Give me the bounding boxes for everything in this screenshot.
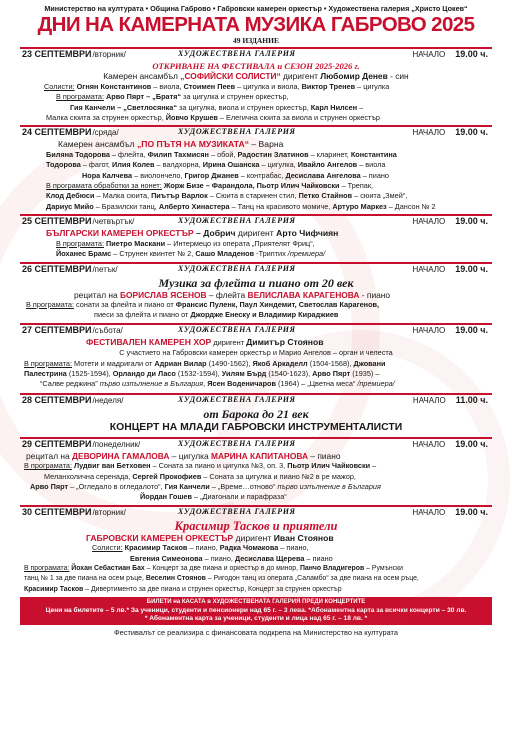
- sponsors-line: Министерство на културата • Община Габрово • Габровски камерен оркестър • Художествена галерия „Христо Цокев“: [44, 4, 468, 13]
- venue: ХУДОЖЕСТВЕНА ГАЛЕРИЯ: [178, 438, 296, 448]
- orchestra-line: БЪЛГАРСКИ КАМЕРЕН ОРКЕСТЪР – Добрич диригент Арто Чифчиян: [46, 228, 339, 239]
- concert-title: КОНЦЕРТ НА МЛАДИ ГАБРОВСКИ ИНСТРУМЕНТАЛИСТИ: [109, 421, 403, 433]
- day-23: [20, 47, 492, 123]
- opening-line: ОТКРИВАНЕ НА ФЕСТИВАЛА и СЕЗОН 2025-2026 г.: [152, 61, 360, 71]
- program-line-1: В програмата: Арво Пярт – „Братя“ за цигулка и струнен оркестър,: [56, 92, 289, 102]
- program-line-2: пиеси за флейта и пиано от Джордже Енеску и Владимир Кираджиев: [94, 310, 339, 320]
- ticket-info-box: [20, 597, 492, 625]
- program-line-3: Дариус Мийо – Бразилски танц, Алберто Хинастера – Танц на красивото момиче, Артуро Маркез – Дансон № 2: [46, 201, 436, 211]
- program-line-1: В програмата: Мотети и мадригали от Адриан Вилар (1490-1562), Якоб Аркаделл (1504-1568), Джовани: [24, 358, 386, 368]
- funding-note: Фестивалът се реализира с финансовата подкрепа на Министерство на културата: [114, 628, 398, 637]
- start-time: НАЧАЛО 19.00 ч.: [412, 438, 488, 449]
- venue: ХУДОЖЕСТВЕНА ГАЛЕРИЯ: [178, 216, 296, 226]
- program-line-2: Клод Дебюси – Малка сюита, Пиътър Варлок – Сюита в старинен стил, Петко Стайнов – сюита „Змей“,: [46, 191, 408, 201]
- concert-subtitle: от Барока до 21 век: [203, 406, 309, 421]
- program-line-2: Йоханес Брамс – Струнен квинтет № 2, Сашо Младенов -Триптих /премиера/: [56, 249, 326, 259]
- venue: ХУДОЖЕСТВЕНА ГАЛЕРИЯ: [178, 127, 296, 137]
- members-line-1: Биляна Тодорова – флейта, Филип Тахмисян – обой, Радостин Златинов – кларинет, Константина: [46, 149, 397, 159]
- start-time: НАЧАЛО 19.00 ч.: [412, 216, 488, 227]
- date: 26 СЕПТЕМВРИ: [22, 263, 92, 274]
- date: 27 СЕПТЕМВРИ: [22, 324, 92, 335]
- program-line-2: Гия Канчели – „Светлосянка“ за цигулка, виола и струнен оркестър, Карл Нилсен –: [70, 102, 364, 112]
- concert-title: Музика за флейта и пиано от 20 век: [158, 275, 354, 290]
- date: 28 СЕПТЕМВРИ: [22, 394, 92, 405]
- start-time: НАЧАЛО 19.00 ч.: [412, 127, 488, 138]
- weekday: /петък/: [92, 264, 118, 274]
- ensemble-line: Камерен ансамбъл „СОФИЙСКИ СОЛИСТИ“ диригент Любомир Денев - син: [103, 71, 409, 82]
- ensemble-line: Камерен ансамбъл „ПО ПЪТЯ НА МУЗИКАТА“ – Варна: [58, 139, 284, 150]
- soloists-line: Солисти: Огнян Константинов – виола, Стоимен Пеев – цигулка и виола, Виктор Тренев – цигулка: [44, 81, 390, 91]
- festival-title: ДНИ НА КАМЕРНАТА МУЗИКА ГАБРОВО 2025: [37, 13, 475, 36]
- members-line-2: Тодорова – фагот, Илия Колев – валдхорна, Ирина Ошанска – цигулка, Ивайло Ангелов – виола: [46, 160, 386, 170]
- recital-line: рецитал на БОРИСЛАВ ЯСЕНОВ – флейта ВЕЛИСЛАВА КАРАГЕНОВА - пиано: [74, 289, 391, 300]
- members-line-3: Нора Калчева – виолончело, Григор Джанев – контрабас, Десислава Ангелова – пиано: [82, 170, 389, 180]
- day-30: [20, 505, 492, 595]
- date: 30 СЕПТЕМВРИ: [22, 506, 92, 517]
- date: 25 СЕПТЕМВРИ: [22, 216, 92, 227]
- start-time: НАЧАЛО 19.00 ч.: [412, 49, 488, 59]
- weekday: /събота/: [92, 325, 123, 335]
- recital-line: рецитал на ДЕВОРИНА ГАМАЛОВА – цигулка МАРИНА КАПИТАНОВА – пиано: [26, 450, 341, 461]
- ticket-subscription: * Абонаментна карта за ученици, студенти и лица над 65 г. – 18 лв. *: [144, 615, 368, 623]
- ticket-heading: БИЛЕТИ на КАСАТА в ХУДОЖЕСТВЕНАТА ГАЛЕРИЯ ПРЕДИ КОНЦЕРТИТЕ: [146, 599, 366, 606]
- weekday: /сряда/: [92, 128, 119, 138]
- date: 24 СЕПТЕМВРИ: [22, 127, 92, 138]
- program-line-1: В програмата: сонати за флейта и пиано от Франсис Пуленк, Паул Хиндемит, Светослав Карагенов,: [26, 299, 380, 309]
- program-line-3: “Салве реджина” първо изпълнение в България, Ясен Воденичаров (1964) – „Цветна меса“ /премиера/: [40, 379, 395, 389]
- program-line-1: В програмата: Лудвиг ван Бетховен – Соната за пиано и цигулка №3, оп. 3, Пьотр Илич Чайковски –: [24, 461, 377, 471]
- program-line-1: В програмата: Пиетро Маскани – Интермецо из операта „Приятелят Фриц“,: [56, 238, 315, 248]
- choir-line: ФЕСТИВАЛЕН КАМЕРЕН ХОР диригент Димитър Стоянов: [86, 336, 324, 347]
- day-28: [20, 393, 492, 435]
- day-29: [20, 437, 492, 503]
- day-26: [20, 262, 492, 321]
- program-line-2: Меланхолична серенада, Сергей Прокофиев – Соната за цигулка и пиано №2 в ре мажор,: [44, 471, 356, 481]
- start-time: НАЧАЛО 19.00 ч.: [412, 506, 488, 517]
- weekday: /понеделник/: [92, 439, 141, 449]
- soloists-line-1: Солисти: Красимир Тасков – пиано, Радка Чомакова – пиано,: [92, 543, 309, 553]
- orchestra-line: ГАБРОВСКИ КАМЕРЕН ОРКЕСТЪР диригент Иван Стоянов: [86, 532, 334, 543]
- program-line-4: Йордан Гошев – „Диагонали и парафраза“: [140, 492, 287, 502]
- weekday: /вторник/: [92, 507, 126, 517]
- soloists-line-2: Евгения Симеонова – пиано, Десислава Щерева – пиано: [130, 553, 333, 563]
- venue: ХУДОЖЕСТВЕНА ГАЛЕРИЯ: [178, 49, 296, 58]
- date: 23 СЕПТЕМВРИ: [22, 49, 92, 59]
- date: 29 СЕПТЕМВРИ: [22, 438, 92, 449]
- program-line-1: В програмата обработки за нонет: Жорж Бизе – Фарандола, Пьотр Илич Чайковски – Трепак,: [46, 181, 374, 191]
- weekday: /вторник/: [92, 50, 126, 59]
- venue: ХУДОЖЕСТВЕНА ГАЛЕРИЯ: [178, 324, 296, 334]
- day-24: [20, 125, 492, 212]
- day-25: [20, 214, 492, 259]
- day-27: [20, 323, 492, 390]
- ticket-prices: Цени на билетите – 5 лв.* За ученици, студенти и пенсионери над 65 г. – 3 лева. *Абонаментна карта за всички концерти – 30 лв.: [45, 606, 467, 614]
- start-time: НАЧАЛО 19.00 ч.: [412, 324, 488, 335]
- program-line-3: Красимир Тасков – Дивертименто за две пиана и струнен оркестър, Концерт за струнен оркестър: [24, 585, 342, 593]
- weekday: /неделя/: [92, 395, 124, 405]
- program-line-2: Палестрина (1525-1594), Орландо ди Ласо (1532-1594), Уилям Бърд (1540-1623), Арво Пярт (1935) –: [24, 368, 380, 378]
- start-time: НАЧАЛО 19.00 ч.: [412, 263, 488, 274]
- venue: ХУДОЖЕСТВЕНА ГАЛЕРИЯ: [178, 506, 296, 516]
- program-line-3: Малка сюита за струнен оркестър, Йовчо Крушев – Елегична сюита за виола и струнен оркестър: [46, 113, 380, 123]
- concert-title: Красимир Тасков и приятели: [174, 518, 338, 533]
- participation-line: С участието на Габровски камерен оркестър и Марио Ангелов – орган и челеста: [119, 348, 393, 358]
- start-time: НАЧАЛО 11.00 ч.: [412, 394, 488, 405]
- venue: ХУДОЖЕСТВЕНА ГАЛЕРИЯ: [178, 263, 296, 273]
- edition-label: 49 ИЗДАНИЕ: [233, 36, 279, 45]
- venue: ХУДОЖЕСТВЕНА ГАЛЕРИЯ: [178, 394, 296, 404]
- program-line-2: танц № 1 за две пиана на осем ръце, Веселин Стоянов – Ригодон танц из операта „Саламбо“ за две пиана на осем ръце,: [24, 575, 419, 583]
- weekday: /четвъртък/: [92, 217, 135, 227]
- program-line-1: В програмата: Йохан Себастиан Бах – Концерт за две пиана и оркестър в до минор, Панчо Владигеров – Румънски: [24, 565, 404, 572]
- program-line-3: Арво Пярт – „Огледало в огледалото“, Гия Канчели – „Време…отново“ първо изпълнение в България: [30, 481, 381, 491]
